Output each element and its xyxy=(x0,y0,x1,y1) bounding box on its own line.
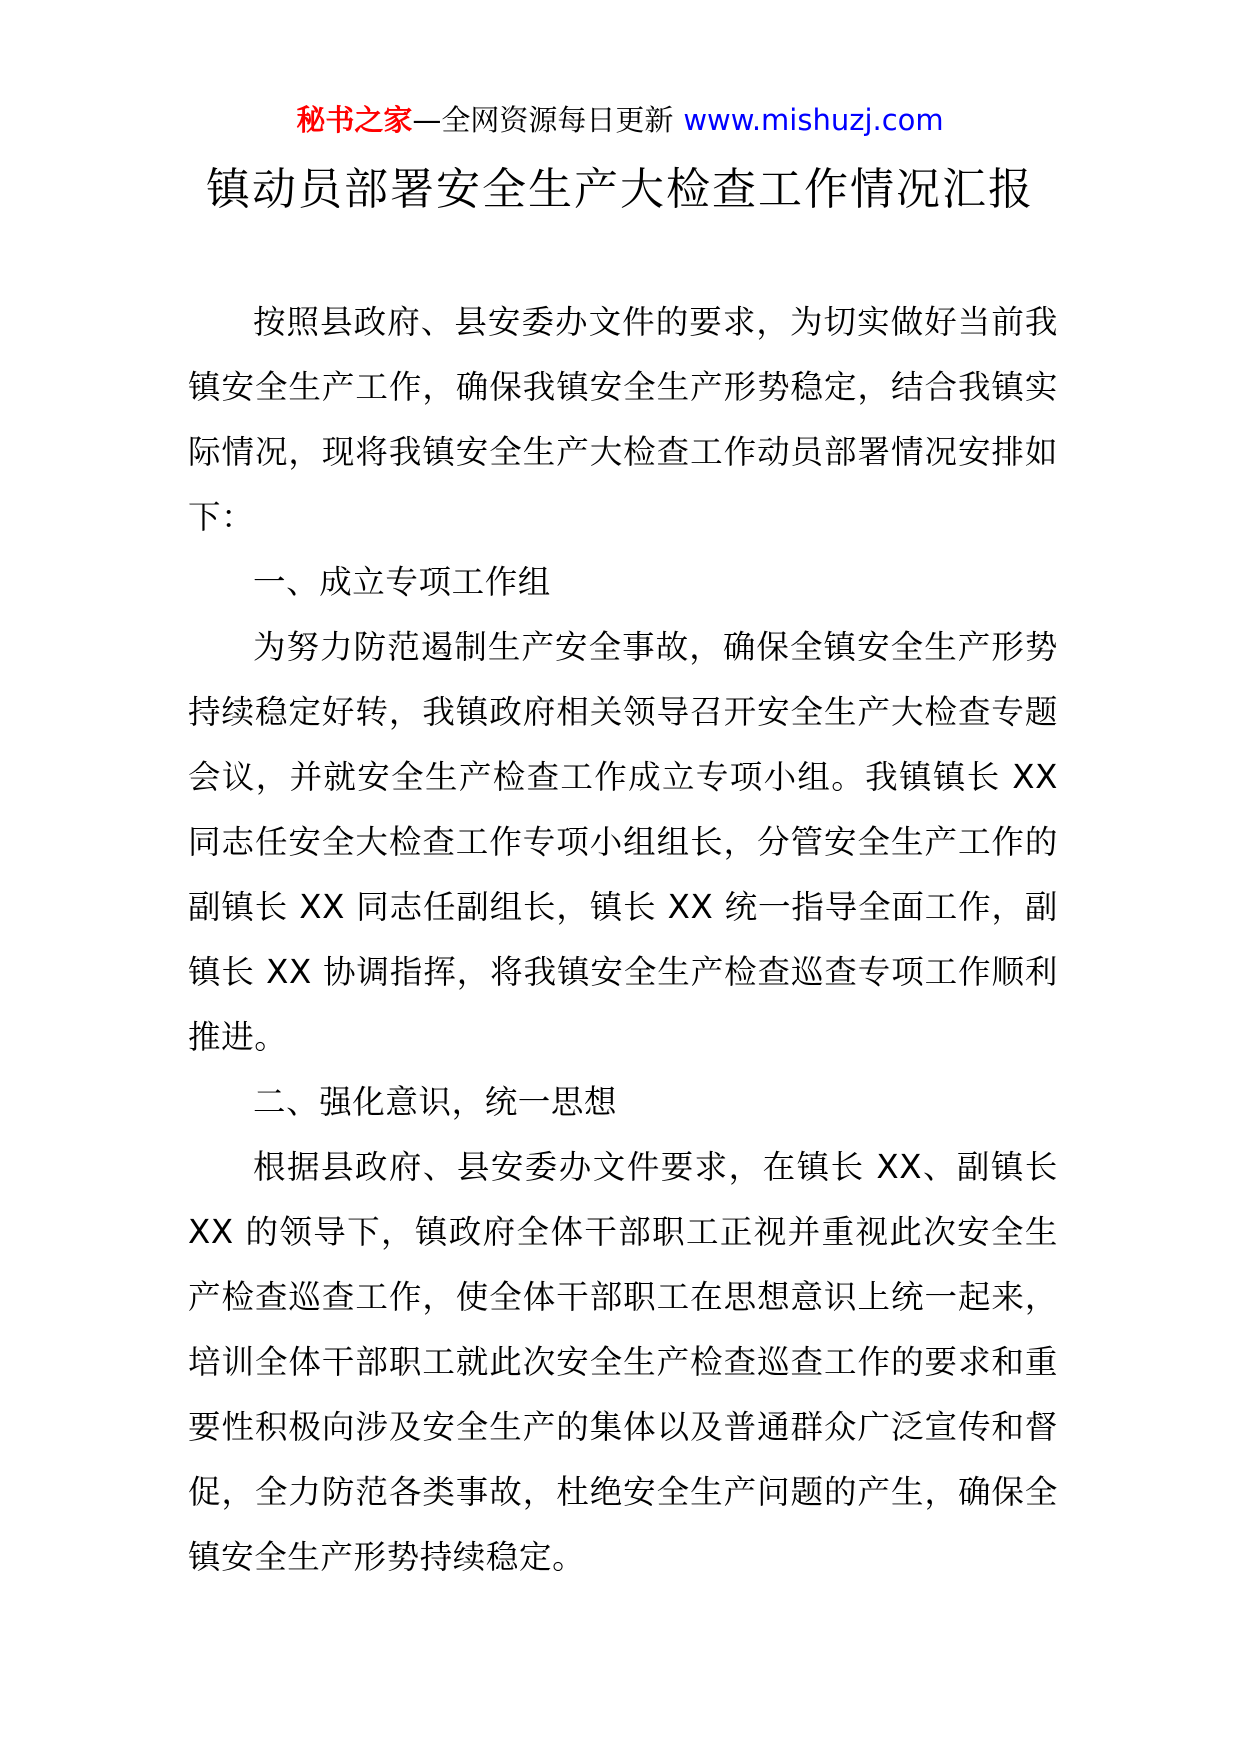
section-2-heading: 二、强化意识，统一思想 xyxy=(253,1083,618,1121)
section-1-paragraph: 为努力防范遏制生产安全事故，确保全镇安全生产形势持续稳定好转，我镇政府相关领导召开安全生产大检查专题会议，并就安全生产检查工作成立专项小组。我镇镇长 XX 同志任安全大检查工作专项小组组长，分管安全生产工作的副镇长 XX 同志任副组长，镇长 XX 统一指导全面工作，副镇长 XX 协调指挥，将我镇安全生产检查巡查专项工作顺利推进。 xyxy=(188,628,1058,1056)
site-brand: 秘书之家 xyxy=(296,103,413,137)
document-title: 镇动员部署安全生产大检查工作情况汇报 xyxy=(206,164,1034,215)
intro-paragraph: 按照县政府、县安委办文件的要求，为切实做好当前我镇安全生产工作，确保我镇安全生产形势稳定，结合我镇实际情况，现将我镇安全生产大检查工作动员部署情况安排如下： xyxy=(188,303,1058,536)
section-1-heading: 一、成立专项工作组 xyxy=(253,563,551,601)
document-body xyxy=(188,290,1058,1590)
site-tagline: —全网资源每日更新 xyxy=(412,103,674,137)
section-2-paragraph: 根据县政府、县安委办文件要求，在镇长 XX、副镇长 XX 的领导下，镇政府全体干部职工正视并重视此次安全生产检查巡查工作，使全体干部职工在思想意识上统一起来，培训全体干部职工就此次安全生产检查巡查工作的要求和重要性积极向涉及安全生产的集体以及普通群众广泛宣传和督促，全力防范各类事故，杜绝安全生产问题的产生，确保全镇安全生产形势持续稳定。 xyxy=(188,1148,1058,1576)
site-url-link[interactable]: www.mishuzj.com xyxy=(683,103,944,137)
site-header xyxy=(0,100,1240,140)
